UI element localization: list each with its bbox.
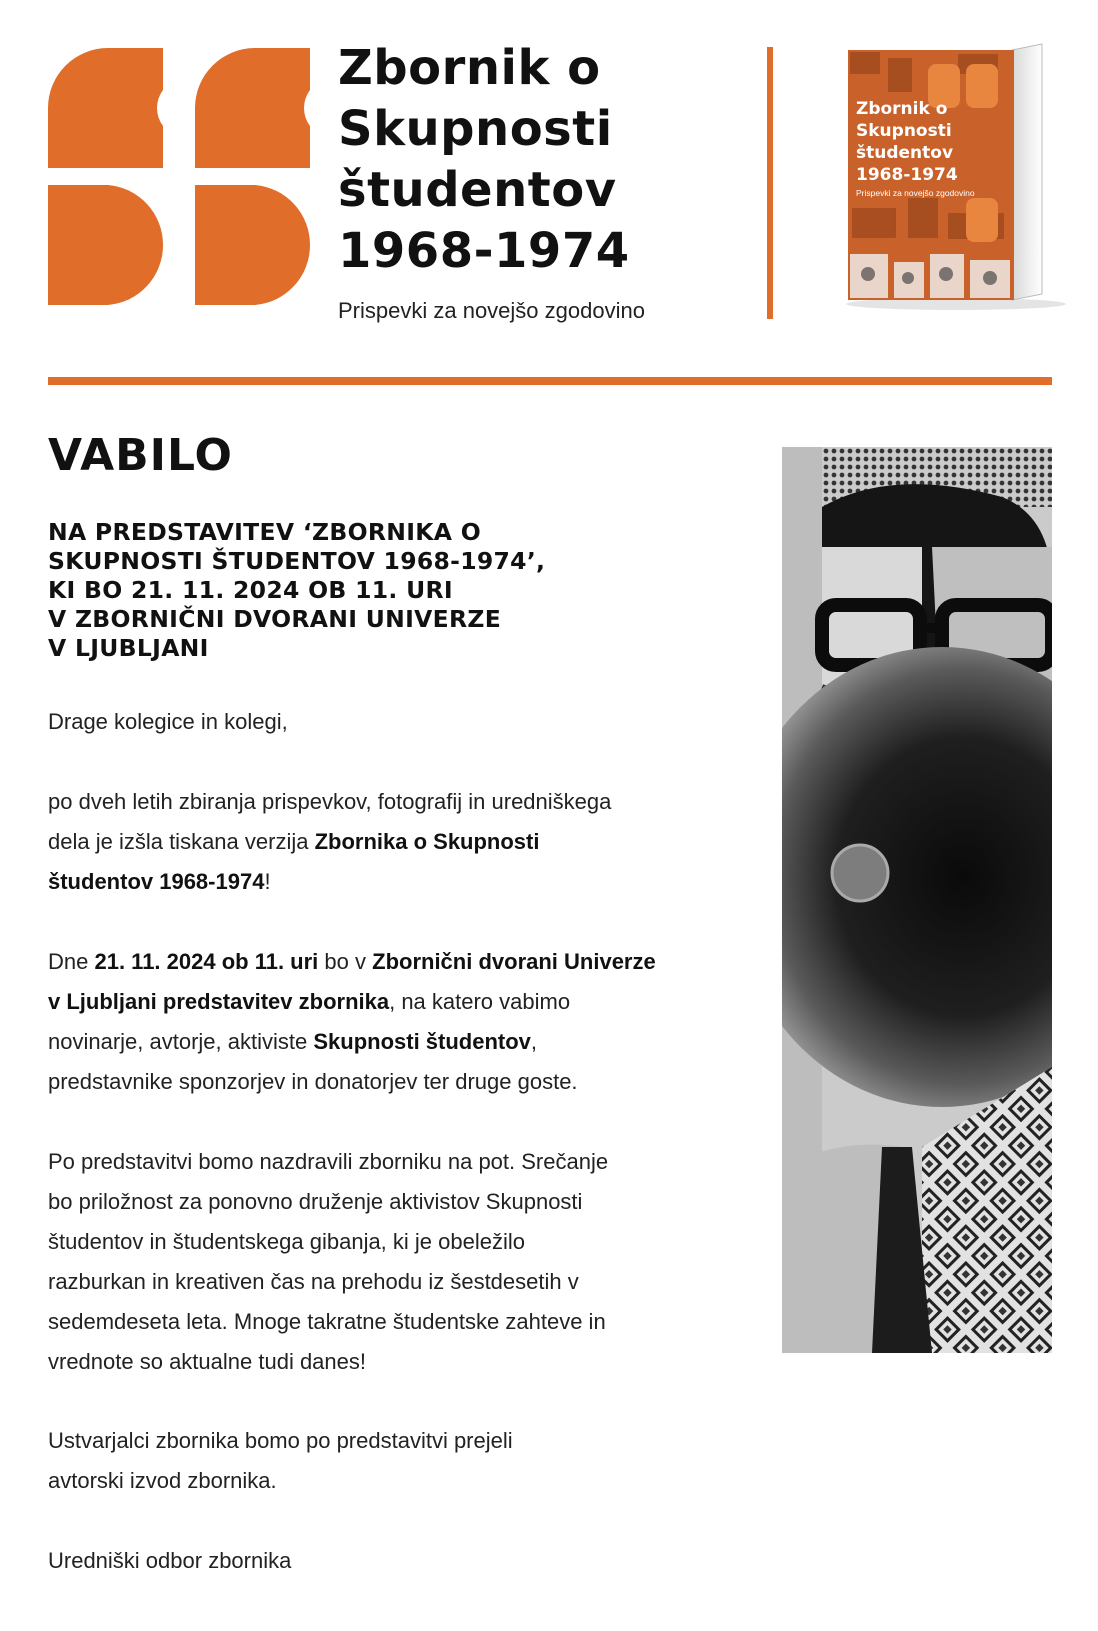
horizontal-divider xyxy=(48,377,1052,385)
p2-a: Dne xyxy=(48,949,95,974)
header-title-block xyxy=(338,38,738,324)
title-line-1: Zbornik o xyxy=(338,40,601,96)
book-title-line-1: Zbornik o xyxy=(856,99,948,119)
megaphone-photo xyxy=(782,447,1052,1353)
vertical-divider xyxy=(767,47,773,319)
intro-line-5: V LJUBLJANI xyxy=(48,634,209,662)
p2-date: 21. 11. 2024 ob 11. uri xyxy=(94,949,319,974)
title-line-3: študentov xyxy=(338,162,617,218)
p1-end: ! xyxy=(264,869,271,894)
p2-venue: Zbornični dvorani Univerze v Ljubljani predstavitev zbornika xyxy=(48,949,656,1014)
intro-line-1: NA PREDSTAVITEV ‘ZBORNIKA O xyxy=(48,518,482,546)
header-subtitle: Prispevki za novejšo zgodovino xyxy=(338,298,645,323)
signature: Uredniški odbor zbornika xyxy=(48,1548,292,1573)
p1-text: po dveh letih zbiranja prispevkov, fotografij in uredniškega dela je izšla tiskana verzija xyxy=(48,789,612,854)
book-cover-image xyxy=(838,38,1070,314)
title-line-2: Skupnosti xyxy=(338,101,613,157)
ss-logo xyxy=(48,48,310,305)
intro-line-4: V ZBORNIČNI DVORANI UNIVERZE xyxy=(48,605,502,633)
p2-c: bo v xyxy=(318,949,373,974)
book-title-line-2: Skupnosti xyxy=(856,121,952,141)
paragraph-1 xyxy=(48,782,638,902)
book-title-line-4: 1968-1974 xyxy=(856,165,958,185)
title-line-4: 1968-1974 xyxy=(338,223,630,279)
paragraph-4: Ustvarjalci zbornika bomo po predstavitvi prejeli avtorski izvod zbornika. xyxy=(48,1428,513,1493)
paragraph-2 xyxy=(48,942,663,1102)
invitation-intro xyxy=(48,518,728,663)
p2-e: , na katero vabimo novinarje, avtorje, aktiviste xyxy=(48,989,571,1054)
intro-line-2: SKUPNOSTI ŠTUDENTOV 1968-1974’, xyxy=(48,547,546,575)
paragraph-3: Po predstavitvi bomo nazdravili zborniku na pot. Srečanje bo priložnost za ponovno druženje aktivistov Skupnosti študentov in študentskega gibanja, ki je obeležilo razburkan in kreativen čas na prehodu iz šestdesetih v sedemdeseta leta. Mnoge takratne študentske zahteve in vrednote so aktualne tudi danes! xyxy=(48,1149,609,1374)
intro-line-3: KI BO 21. 11. 2024 OB 11. URI xyxy=(48,576,453,604)
p1-bold: Zbornika o Skupnosti študentov 1968-1974 xyxy=(48,829,540,894)
greeting: Drage kolegice in kolegi, xyxy=(48,709,288,734)
p2-g: , predstavnike sponzorjev in donatorjev ter druge goste. xyxy=(48,1029,578,1094)
p2-ss: Skupnosti študentov xyxy=(313,1029,531,1054)
book-subtitle: Prispevki za novejšo zgodovino xyxy=(856,188,975,198)
invitation-heading: VABILO xyxy=(48,430,233,481)
book-title-line-3: študentov xyxy=(856,143,954,163)
